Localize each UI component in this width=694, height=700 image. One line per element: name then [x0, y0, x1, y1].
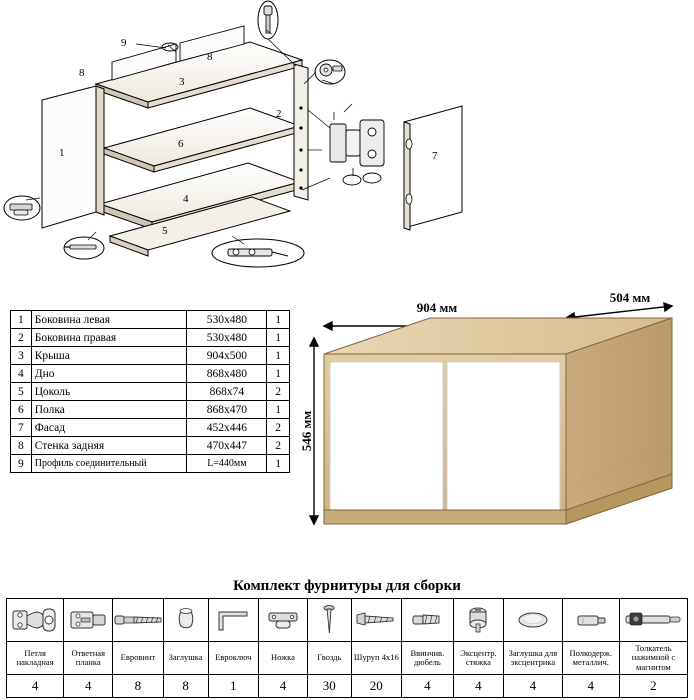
kit-item-name: Заглушка для эксцентрика	[504, 642, 563, 675]
kit-item-count: 4	[258, 675, 307, 698]
part-number: 2	[11, 329, 32, 347]
kit-item-count: 30	[307, 675, 351, 698]
callout-1: 1	[59, 147, 65, 159]
part-name: Крыша	[31, 347, 187, 365]
kit-count-row	[7, 675, 688, 698]
part-number: 1	[11, 311, 32, 329]
kit-item-name: Гвоздь	[307, 642, 351, 675]
callout-4: 4	[183, 193, 189, 205]
part-size: 452х446	[187, 419, 267, 437]
part-number: 8	[11, 437, 32, 455]
part-shelf	[104, 108, 300, 172]
kit-item-name: Ввинчив. дюбель	[401, 642, 453, 675]
part-name: Полка	[31, 401, 187, 419]
euro-key-icon	[208, 599, 258, 642]
part-qty: 1	[267, 347, 290, 365]
table-row	[11, 455, 290, 473]
part-name: Дно	[31, 365, 187, 383]
magnet-catch-icon	[619, 599, 687, 642]
detail-bubble-shelfsupport	[212, 239, 304, 267]
part-size: 530х480	[187, 329, 267, 347]
part-name: Фасад	[31, 419, 187, 437]
cabinet-width-label: 904 мм	[416, 300, 458, 315]
cam-cap-icon	[504, 599, 563, 642]
detail-bubble-leg	[4, 196, 40, 220]
parts-table	[10, 310, 290, 473]
cabinet-depth-label: 504 мм	[609, 292, 651, 305]
part-qty: 2	[267, 383, 290, 401]
kit-item-count: 1	[208, 675, 258, 698]
part-name: Профиль соединительный	[31, 455, 187, 473]
part-qty: 1	[267, 311, 290, 329]
callout-6: 6	[178, 138, 184, 150]
screw-in-dowel-icon	[401, 599, 453, 642]
leg-icon	[258, 599, 307, 642]
part-name: Боковина левая	[31, 311, 187, 329]
table-row	[11, 383, 290, 401]
part-number: 7	[11, 419, 32, 437]
part-size: 904х500	[187, 347, 267, 365]
hinge-overlay-icon	[7, 599, 64, 642]
table-row	[11, 329, 290, 347]
kit-item-count: 20	[351, 675, 401, 698]
kit-item-count: 8	[113, 675, 163, 698]
hardware-kit-table	[6, 598, 688, 698]
kit-item-name: Заглушка	[163, 642, 208, 675]
callout-2: 2	[276, 108, 282, 120]
cabinet-door-right	[447, 362, 560, 510]
exploded-assembly-diagram	[0, 0, 694, 285]
euro-screw-icon	[113, 599, 163, 642]
part-size: 868х480	[187, 365, 267, 383]
part-number: 6	[11, 401, 32, 419]
table-row	[11, 365, 290, 383]
kit-title: Комплект фурнитуры для сборки	[233, 578, 461, 594]
part-size: 868х74	[187, 383, 267, 401]
assembly-svg	[0, 0, 694, 285]
table-row	[11, 437, 290, 455]
kit-item-count: 4	[401, 675, 453, 698]
cap-plug-icon	[163, 599, 208, 642]
kit-item-name: Ответная планка	[64, 642, 113, 675]
callout-9: 9	[121, 37, 127, 49]
kit-item-count: 8	[163, 675, 208, 698]
nail-icon	[307, 599, 351, 642]
callout-8-right: 8	[207, 51, 213, 63]
callout-8-left: 8	[79, 67, 85, 79]
detail-bubble-euroscrew	[258, 1, 278, 39]
part-qty: 1	[267, 365, 290, 383]
kit-item-count: 4	[64, 675, 113, 698]
kit-item-count: 4	[504, 675, 563, 698]
cam-lock-icon	[453, 599, 503, 642]
part-qty: 1	[267, 455, 290, 473]
kit-name-row	[7, 642, 688, 675]
kit-item-name: Шуруп 4х16	[351, 642, 401, 675]
screw-icon	[351, 599, 401, 642]
part-qty: 1	[267, 329, 290, 347]
part-number: 4	[11, 365, 32, 383]
part-number: 3	[11, 347, 32, 365]
part-name: Цоколь	[31, 383, 187, 401]
kit-item-name: Эксцентр. стяжка	[453, 642, 503, 675]
kit-item-count: 2	[619, 675, 687, 698]
callout-3: 3	[179, 76, 185, 88]
hinge-detail-group	[330, 104, 384, 185]
shelf-support-icon	[562, 599, 619, 642]
table-row	[11, 311, 290, 329]
kit-item-count: 4	[562, 675, 619, 698]
kit-icon-row	[7, 599, 688, 642]
callout-7: 7	[432, 150, 438, 162]
cabinet-height-label: 546 мм	[300, 410, 314, 452]
kit-item-name: Полкодерж. металлич.	[562, 642, 619, 675]
part-size: L=440мм	[187, 455, 267, 473]
kit-item-name: Евроключ	[208, 642, 258, 675]
part-number: 9	[11, 455, 32, 473]
part-side-left	[42, 86, 104, 228]
parts-table-body	[11, 311, 290, 473]
part-facade	[404, 106, 462, 230]
part-name: Боковина правая	[31, 329, 187, 347]
kit-item-count: 4	[7, 675, 64, 698]
kit-item-name: Евровинт	[113, 642, 163, 675]
detail-bubble-camlock	[315, 60, 345, 84]
detail-bubble-nail	[64, 237, 104, 259]
part-side-right	[294, 64, 308, 200]
callout-5: 5	[162, 225, 168, 237]
cabinet-svg	[300, 292, 690, 552]
part-size: 868х470	[187, 401, 267, 419]
part-qty: 2	[267, 419, 290, 437]
table-row	[11, 419, 290, 437]
kit-item-name: Толкатель нажимной с магнитом	[619, 642, 687, 675]
cabinet-illustration	[300, 292, 690, 552]
kit-item-name: Ножка	[258, 642, 307, 675]
part-qty: 1	[267, 401, 290, 419]
cabinet-door-left	[330, 362, 443, 510]
hinge-plate-icon	[64, 599, 113, 642]
table-row	[11, 347, 290, 365]
part-number: 5	[11, 383, 32, 401]
part-qty: 2	[267, 437, 290, 455]
part-size: 470х447	[187, 437, 267, 455]
part-size: 530х480	[187, 311, 267, 329]
kit-item-count: 4	[453, 675, 503, 698]
kit-item-name: Петля накладная	[7, 642, 64, 675]
part-name: Стенка задняя	[31, 437, 187, 455]
cabinet-body	[324, 318, 672, 524]
table-row	[11, 401, 290, 419]
